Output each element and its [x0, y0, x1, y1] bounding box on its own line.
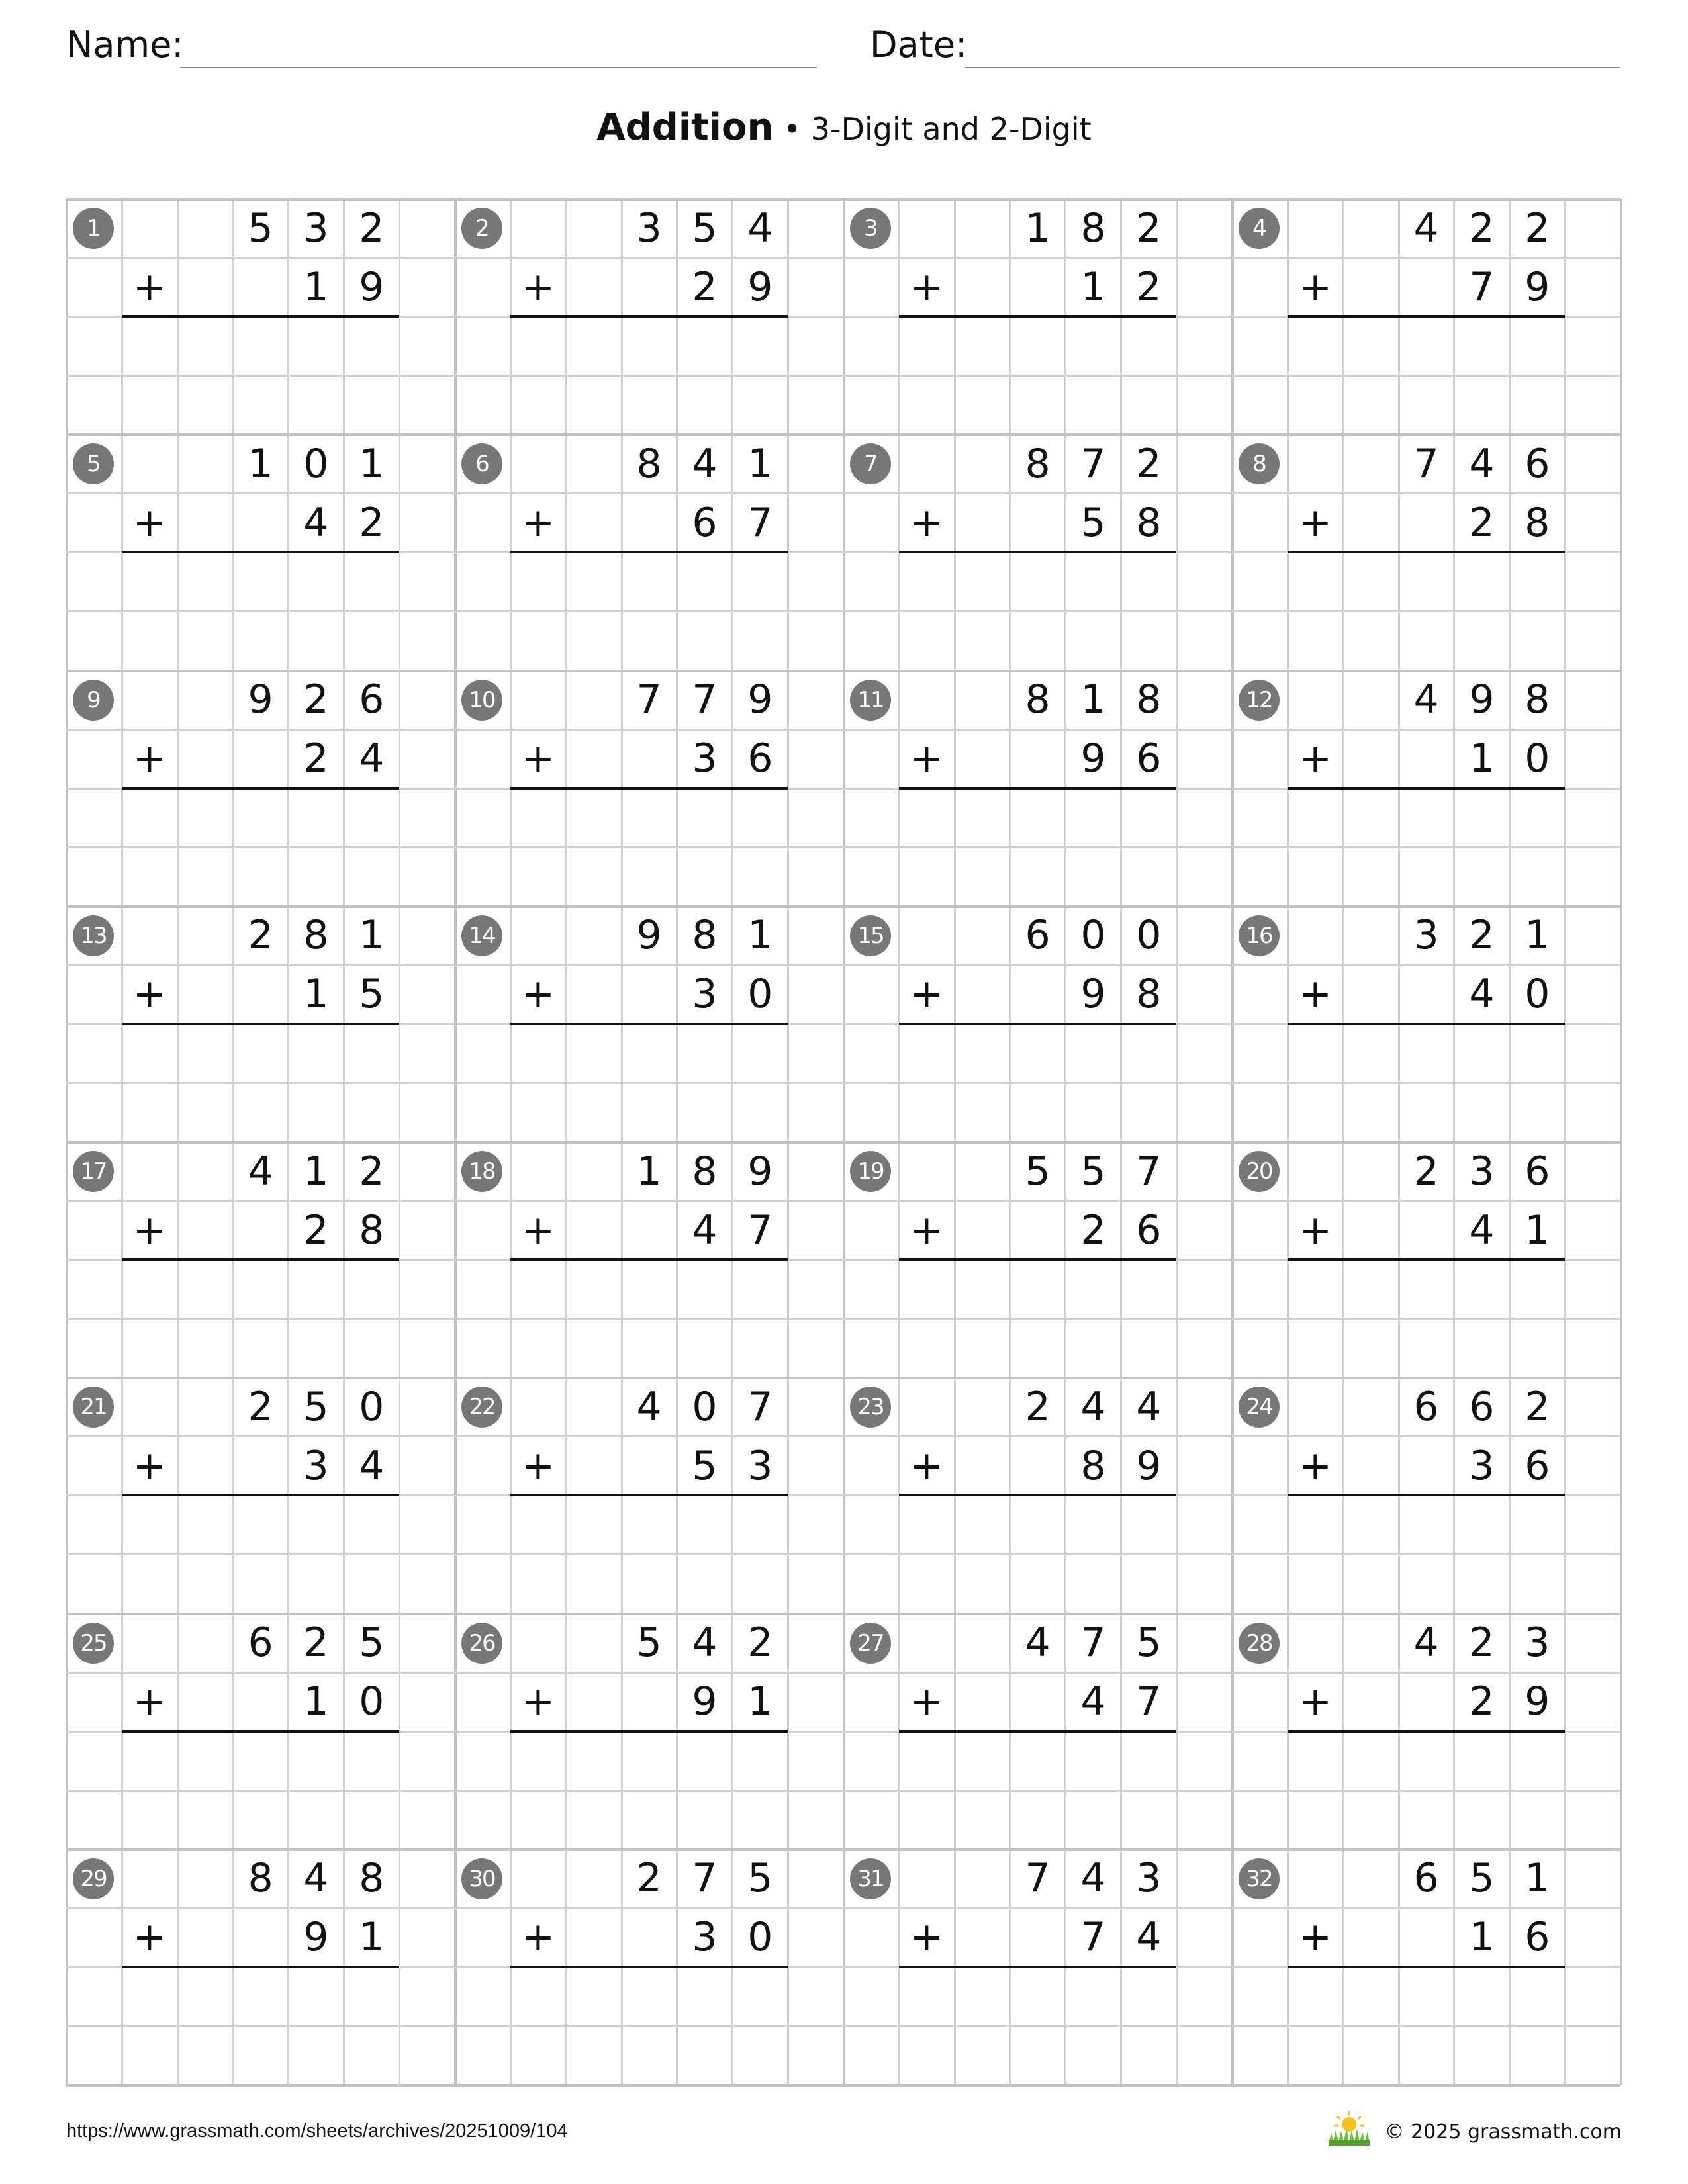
- addend-top-digit: 3: [636, 205, 662, 251]
- problem-number-badge: 21: [73, 1387, 114, 1428]
- addend-bottom-digit: 1: [303, 1678, 329, 1725]
- answer-area[interactable]: [899, 1495, 1176, 1554]
- problem-number-badge: 6: [461, 443, 502, 484]
- addend-top-digit: 2: [1469, 205, 1495, 251]
- addend-bottom-digit: 1: [747, 1678, 773, 1725]
- addend-bottom-digit: 3: [1469, 1442, 1495, 1489]
- addend-bottom-digit: 3: [692, 971, 718, 1018]
- addend-bottom-digit: 6: [692, 499, 718, 546]
- problem-number-badge: 5: [73, 443, 114, 484]
- addend-bottom-digit: 8: [1524, 499, 1550, 546]
- addend-top-digit: 8: [359, 1855, 385, 1902]
- problem-number-badge: 15: [850, 915, 891, 956]
- addend-top-digit: 7: [1136, 1148, 1162, 1195]
- plus-sign: +: [1298, 1678, 1332, 1725]
- addend-top-digit: 5: [747, 1855, 773, 1902]
- addend-bottom-digit: 9: [359, 263, 385, 310]
- addend-bottom-digit: 4: [1469, 1206, 1495, 1253]
- addend-bottom-digit: 2: [1469, 1678, 1495, 1725]
- addend-bottom-digit: 4: [692, 1206, 718, 1253]
- problem-number-badge: 23: [850, 1387, 891, 1428]
- addend-bottom-digit: 9: [303, 1914, 329, 1961]
- grid-line-horizontal: [66, 2084, 1620, 2087]
- addend-top-digit: 1: [1524, 1855, 1550, 1902]
- addend-bottom-digit: 9: [1524, 263, 1550, 310]
- answer-area[interactable]: [122, 788, 399, 847]
- addend-bottom-digit: 7: [1469, 263, 1495, 310]
- answer-area[interactable]: [510, 788, 788, 847]
- addend-bottom-digit: 3: [692, 1914, 718, 1961]
- addend-top-digit: 1: [1524, 912, 1550, 959]
- answer-area[interactable]: [1288, 1495, 1565, 1554]
- answer-area[interactable]: [122, 1731, 399, 1790]
- addend-top-digit: 5: [636, 1619, 662, 1666]
- addend-top-digit: 2: [359, 1148, 385, 1195]
- addend-bottom-digit: 9: [1080, 971, 1106, 1018]
- plus-sign: +: [132, 1442, 166, 1489]
- problem-number-badge: 19: [850, 1151, 891, 1192]
- addend-top-digit: 7: [692, 676, 718, 723]
- answer-area[interactable]: [122, 552, 399, 611]
- addend-bottom-digit: 2: [303, 1206, 329, 1253]
- addend-bottom-digit: 9: [1136, 1442, 1162, 1489]
- addend-bottom-digit: 3: [747, 1442, 773, 1489]
- plus-sign: +: [521, 1678, 555, 1725]
- addend-top-digit: 8: [636, 440, 662, 487]
- plus-sign: +: [1298, 499, 1332, 546]
- plus-sign: +: [910, 1442, 943, 1489]
- plus-sign: +: [1298, 1914, 1332, 1961]
- answer-area[interactable]: [1288, 1731, 1565, 1790]
- addend-top-digit: 6: [1025, 912, 1051, 959]
- problem-number-badge: 29: [73, 1858, 114, 1899]
- addend-top-digit: 0: [1136, 912, 1162, 959]
- addend-bottom-digit: 2: [1136, 263, 1162, 310]
- plus-sign: +: [132, 1206, 166, 1253]
- addend-top-digit: 3: [1524, 1619, 1550, 1666]
- plus-sign: +: [132, 735, 166, 782]
- addend-bottom-digit: 2: [303, 735, 329, 782]
- problem-number-badge: 30: [461, 1858, 502, 1899]
- addend-top-digit: 8: [692, 1148, 718, 1195]
- addend-top-digit: 0: [303, 440, 329, 487]
- addend-top-digit: 3: [1136, 1855, 1162, 1902]
- plus-sign: +: [521, 735, 555, 782]
- addend-top-digit: 4: [1413, 1619, 1439, 1666]
- addend-top-digit: 8: [692, 912, 718, 959]
- plus-sign: +: [132, 1678, 166, 1725]
- addend-bottom-digit: 3: [303, 1442, 329, 1489]
- answer-area[interactable]: [899, 552, 1176, 611]
- addend-bottom-digit: 4: [1469, 971, 1495, 1018]
- addend-top-digit: 2: [359, 205, 385, 251]
- addend-top-digit: 8: [1080, 205, 1106, 251]
- answer-area[interactable]: [122, 316, 399, 375]
- addend-top-digit: 1: [1025, 205, 1051, 251]
- problem-number-badge: 27: [850, 1623, 891, 1664]
- addend-bottom-digit: 4: [1136, 1914, 1162, 1961]
- plus-sign: +: [521, 971, 555, 1018]
- plus-sign: +: [1298, 1206, 1332, 1253]
- date-line[interactable]: [965, 67, 1620, 68]
- plus-sign: +: [521, 263, 555, 310]
- plus-sign: +: [1298, 263, 1332, 310]
- addend-top-digit: 5: [1080, 1148, 1106, 1195]
- addend-top-digit: 1: [1080, 676, 1106, 723]
- problem-number-badge: 11: [850, 680, 891, 721]
- addend-top-digit: 1: [359, 912, 385, 959]
- footer-copyright: © 2025 grassmath.com: [1384, 2120, 1622, 2144]
- title-subtitle: • 3-Digit and 2-Digit: [773, 111, 1092, 147]
- addend-top-digit: 6: [1524, 1148, 1550, 1195]
- addend-top-digit: 7: [747, 1383, 773, 1430]
- addend-bottom-digit: 1: [303, 263, 329, 310]
- addend-top-digit: 1: [359, 440, 385, 487]
- addend-bottom-digit: 5: [1080, 499, 1106, 546]
- addend-top-digit: 1: [747, 440, 773, 487]
- addend-top-digit: 8: [1524, 676, 1550, 723]
- problem-number-badge: 8: [1239, 443, 1280, 484]
- addend-top-digit: 5: [248, 205, 273, 251]
- addend-top-digit: 7: [1025, 1855, 1051, 1902]
- addend-top-digit: 2: [1469, 1619, 1495, 1666]
- answer-area[interactable]: [122, 1967, 399, 2026]
- problem-number-badge: 3: [850, 208, 891, 249]
- addend-top-digit: 2: [1524, 205, 1550, 251]
- addend-top-digit: 2: [303, 1619, 329, 1666]
- plus-sign: +: [910, 1206, 943, 1253]
- plus-sign: +: [132, 1914, 166, 1961]
- addend-top-digit: 7: [1080, 1619, 1106, 1666]
- addend-top-digit: 9: [747, 1148, 773, 1195]
- addend-top-digit: 2: [248, 1383, 273, 1430]
- answer-area[interactable]: [1288, 552, 1565, 611]
- addend-bottom-digit: 1: [1080, 263, 1106, 310]
- addend-bottom-digit: 4: [303, 499, 329, 546]
- problem-number-badge: 25: [73, 1623, 114, 1664]
- grass-sun-logo-icon: [1326, 2109, 1372, 2147]
- answer-area[interactable]: [122, 1024, 399, 1083]
- addend-top-digit: 9: [1469, 676, 1495, 723]
- problem-number-badge: 20: [1239, 1151, 1280, 1192]
- addend-bottom-digit: 7: [747, 1206, 773, 1253]
- addend-bottom-digit: 9: [692, 1678, 718, 1725]
- problem-number-badge: 14: [461, 915, 502, 956]
- answer-area[interactable]: [510, 1967, 788, 2026]
- addend-top-digit: 5: [303, 1383, 329, 1430]
- name-line[interactable]: [180, 67, 817, 68]
- answer-area[interactable]: [510, 1259, 788, 1318]
- addend-top-digit: 8: [1136, 676, 1162, 723]
- plus-sign: +: [910, 735, 943, 782]
- addend-bottom-digit: 2: [1080, 1206, 1106, 1253]
- addend-bottom-digit: 1: [1524, 1206, 1550, 1253]
- answer-area[interactable]: [510, 316, 788, 375]
- addend-top-digit: 1: [747, 912, 773, 959]
- problem-number-badge: 12: [1239, 680, 1280, 721]
- addend-top-digit: 5: [1136, 1619, 1162, 1666]
- addend-top-digit: 9: [636, 912, 662, 959]
- addend-bottom-digit: 2: [359, 499, 385, 546]
- plus-sign: +: [132, 499, 166, 546]
- addend-top-digit: 4: [1136, 1383, 1162, 1430]
- addend-bottom-digit: 6: [1524, 1914, 1550, 1961]
- addend-top-digit: 7: [1080, 440, 1106, 487]
- addend-bottom-digit: 4: [359, 1442, 385, 1489]
- problem-number-badge: 16: [1239, 915, 1280, 956]
- title-main: Addition: [596, 106, 774, 149]
- problem-number-badge: 2: [461, 208, 502, 249]
- plus-sign: +: [910, 971, 943, 1018]
- answer-area[interactable]: [1288, 1024, 1565, 1083]
- addend-bottom-digit: 9: [747, 263, 773, 310]
- plus-sign: +: [910, 1914, 943, 1961]
- answer-area[interactable]: [1288, 1967, 1565, 2026]
- addend-top-digit: 3: [303, 205, 329, 251]
- addend-bottom-digit: 7: [1136, 1678, 1162, 1725]
- date-label: Date:: [870, 24, 968, 66]
- answer-area[interactable]: [510, 552, 788, 611]
- addend-bottom-digit: 8: [1136, 499, 1162, 546]
- plus-sign: +: [521, 499, 555, 546]
- problem-number-badge: 31: [850, 1858, 891, 1899]
- addend-bottom-digit: 1: [1469, 735, 1495, 782]
- answer-area[interactable]: [510, 1495, 788, 1554]
- addend-bottom-digit: 6: [1136, 735, 1162, 782]
- addend-top-digit: 1: [636, 1148, 662, 1195]
- problem-number-badge: 4: [1239, 208, 1280, 249]
- addend-top-digit: 4: [636, 1383, 662, 1430]
- addend-top-digit: 4: [1413, 205, 1439, 251]
- addend-top-digit: 2: [303, 676, 329, 723]
- addend-top-digit: 7: [636, 676, 662, 723]
- addend-top-digit: 1: [248, 440, 273, 487]
- addend-bottom-digit: 8: [359, 1206, 385, 1253]
- addend-bottom-digit: 5: [359, 971, 385, 1018]
- problem-number-badge: 18: [461, 1151, 502, 1192]
- addend-top-digit: 6: [1413, 1383, 1439, 1430]
- addend-top-digit: 3: [1413, 912, 1439, 959]
- answer-area[interactable]: [122, 1259, 399, 1318]
- addend-top-digit: 2: [1469, 912, 1495, 959]
- plus-sign: +: [132, 971, 166, 1018]
- problem-number-badge: 9: [73, 680, 114, 721]
- addend-top-digit: 4: [1080, 1855, 1106, 1902]
- answer-area[interactable]: [1288, 1259, 1565, 1318]
- addend-bottom-digit: 1: [359, 1914, 385, 1961]
- answer-area[interactable]: [899, 1259, 1176, 1318]
- addend-bottom-digit: 9: [1080, 735, 1106, 782]
- answer-area[interactable]: [122, 1495, 399, 1554]
- problem-number-badge: 26: [461, 1623, 502, 1664]
- addend-bottom-digit: 4: [359, 735, 385, 782]
- addend-top-digit: 5: [1469, 1855, 1495, 1902]
- addend-top-digit: 6: [248, 1619, 273, 1666]
- addend-bottom-digit: 0: [1524, 971, 1550, 1018]
- addend-bottom-digit: 1: [1469, 1914, 1495, 1961]
- answer-area[interactable]: [899, 316, 1176, 375]
- addend-bottom-digit: 0: [1524, 735, 1550, 782]
- addend-top-digit: 2: [1524, 1383, 1550, 1430]
- addend-top-digit: 3: [1469, 1148, 1495, 1195]
- plus-sign: +: [910, 263, 943, 310]
- addend-bottom-digit: 6: [1524, 1442, 1550, 1489]
- addend-top-digit: 0: [1080, 912, 1106, 959]
- addend-top-digit: 2: [1136, 205, 1162, 251]
- addend-bottom-digit: 6: [1136, 1206, 1162, 1253]
- addend-bottom-digit: 1: [303, 971, 329, 1018]
- addend-top-digit: 9: [248, 676, 273, 723]
- footer-url: https://www.grassmath.com/sheets/archives/20251009/104: [66, 2120, 568, 2142]
- addend-top-digit: 2: [1025, 1383, 1051, 1430]
- worksheet-title: [0, 106, 1688, 149]
- plus-sign: +: [521, 1914, 555, 1961]
- addend-bottom-digit: 7: [1080, 1914, 1106, 1961]
- addend-bottom-digit: 8: [1136, 971, 1162, 1018]
- addend-bottom-digit: 4: [1080, 1678, 1106, 1725]
- addend-top-digit: 4: [303, 1855, 329, 1902]
- problem-number-badge: 7: [850, 443, 891, 484]
- addend-top-digit: 6: [359, 676, 385, 723]
- addend-top-digit: 4: [747, 205, 773, 251]
- addend-bottom-digit: 8: [1080, 1442, 1106, 1489]
- addend-bottom-digit: 2: [1469, 499, 1495, 546]
- addend-top-digit: 4: [692, 1619, 718, 1666]
- addend-top-digit: 1: [303, 1148, 329, 1195]
- addend-top-digit: 8: [1025, 440, 1051, 487]
- problem-number-badge: 24: [1239, 1387, 1280, 1428]
- answer-area[interactable]: [510, 1731, 788, 1790]
- addend-top-digit: 2: [747, 1619, 773, 1666]
- addend-top-digit: 2: [636, 1855, 662, 1902]
- problem-grid: [66, 199, 1620, 2085]
- addend-top-digit: 6: [1413, 1855, 1439, 1902]
- addend-top-digit: 4: [248, 1148, 273, 1195]
- answer-area[interactable]: [899, 1024, 1176, 1083]
- addend-top-digit: 5: [1025, 1148, 1051, 1195]
- addend-top-digit: 0: [692, 1383, 718, 1430]
- addend-bottom-digit: 0: [359, 1678, 385, 1725]
- addend-bottom-digit: 9: [1524, 1678, 1550, 1725]
- name-label: Name:: [66, 24, 184, 66]
- problem-number-badge: 1: [73, 208, 114, 249]
- addend-top-digit: 2: [1413, 1148, 1439, 1195]
- addend-top-digit: 0: [359, 1383, 385, 1430]
- addend-top-digit: 8: [248, 1855, 273, 1902]
- addend-bottom-digit: 0: [747, 1914, 773, 1961]
- problem-number-badge: 13: [73, 915, 114, 956]
- addend-top-digit: 4: [692, 440, 718, 487]
- addend-top-digit: 2: [248, 912, 273, 959]
- addend-top-digit: 4: [1080, 1383, 1106, 1430]
- addend-bottom-digit: 6: [747, 735, 773, 782]
- addend-top-digit: 4: [1469, 440, 1495, 487]
- addend-bottom-digit: 5: [692, 1442, 718, 1489]
- addend-bottom-digit: 3: [692, 735, 718, 782]
- addend-top-digit: 7: [692, 1855, 718, 1902]
- addend-top-digit: 5: [692, 205, 718, 251]
- plus-sign: +: [1298, 971, 1332, 1018]
- addend-top-digit: 5: [359, 1619, 385, 1666]
- answer-area[interactable]: [510, 1024, 788, 1083]
- addend-top-digit: 8: [303, 912, 329, 959]
- addend-bottom-digit: 0: [747, 971, 773, 1018]
- problem-number-badge: 32: [1239, 1858, 1280, 1899]
- plus-sign: +: [521, 1206, 555, 1253]
- plus-sign: +: [1298, 1442, 1332, 1489]
- addend-top-digit: 9: [747, 676, 773, 723]
- answer-area[interactable]: [899, 1967, 1176, 2026]
- plus-sign: +: [521, 1442, 555, 1489]
- answer-area[interactable]: [899, 1731, 1176, 1790]
- answer-area[interactable]: [1288, 316, 1565, 375]
- problem-number-badge: 10: [461, 680, 502, 721]
- addend-top-digit: 4: [1413, 676, 1439, 723]
- plus-sign: +: [910, 499, 943, 546]
- addend-top-digit: 2: [1136, 440, 1162, 487]
- problem-number-badge: 17: [73, 1151, 114, 1192]
- addend-top-digit: 6: [1469, 1383, 1495, 1430]
- problem-number-badge: 22: [461, 1387, 502, 1428]
- addend-top-digit: 6: [1524, 440, 1550, 487]
- answer-area[interactable]: [899, 788, 1176, 847]
- addend-top-digit: 7: [1413, 440, 1439, 487]
- addend-top-digit: 8: [1025, 676, 1051, 723]
- addend-top-digit: 4: [1025, 1619, 1051, 1666]
- plus-sign: +: [1298, 735, 1332, 782]
- plus-sign: +: [132, 263, 166, 310]
- addend-bottom-digit: 2: [692, 263, 718, 310]
- problem-number-badge: 28: [1239, 1623, 1280, 1664]
- answer-area[interactable]: [1288, 788, 1565, 847]
- plus-sign: +: [910, 1678, 943, 1725]
- addend-bottom-digit: 7: [747, 499, 773, 546]
